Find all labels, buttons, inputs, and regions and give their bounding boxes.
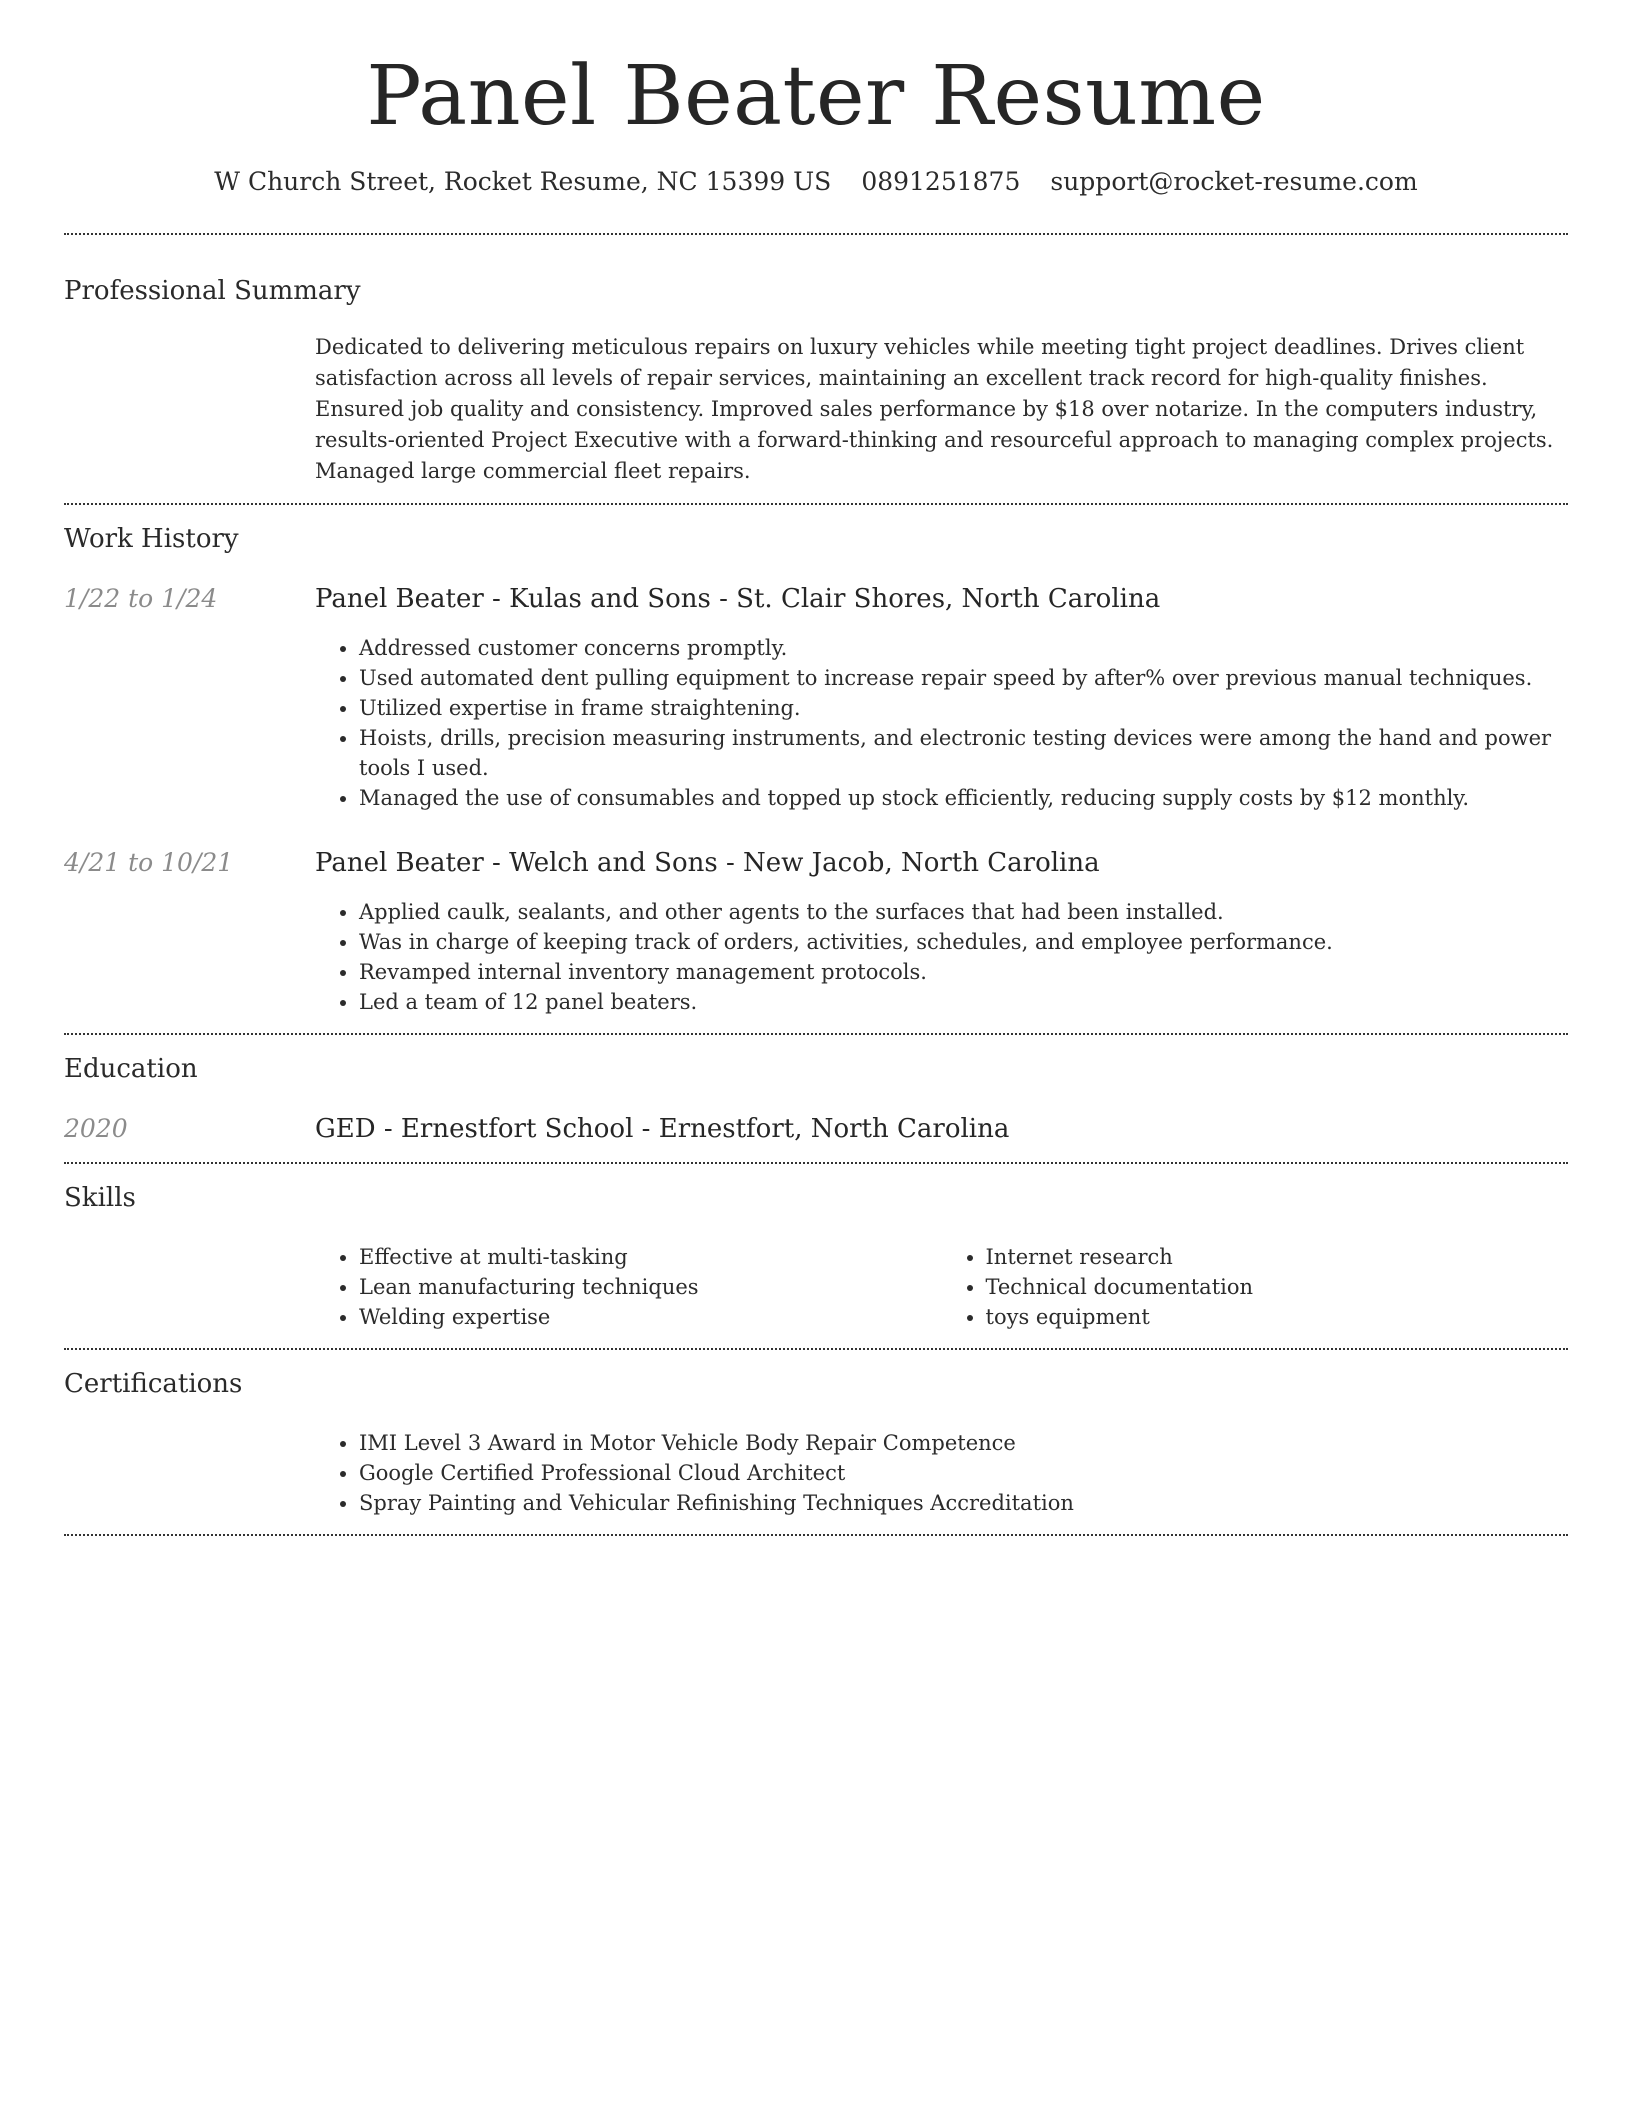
list-item: • IMI Level 3 Award in Motor Vehicle Body Repair Competence (359, 1428, 1568, 1458)
list-item: • Internet research (986, 1242, 1569, 1272)
work-history-section (64, 505, 1568, 1016)
list-item: • Revamped internal inventory management protocols. (359, 957, 1568, 987)
list-item: • Technical documentation (986, 1272, 1569, 1302)
job-dates: 4/21 to 10/21 (64, 848, 234, 878)
summary-body (315, 332, 1568, 503)
skills-row (64, 1242, 1568, 1348)
job-entry (64, 583, 1568, 813)
list-item: • Managed the use of consumables and topped up stock efficiently, reducing supply costs by $12 monthly. (359, 783, 1568, 813)
list-item: • Effective at multi-tasking (359, 1242, 942, 1272)
summary-section (64, 235, 1568, 504)
section-divider (64, 1534, 1568, 1536)
education-entry (64, 1113, 1568, 1163)
job-details (315, 583, 1568, 813)
resume-title: Panel Beater Resume (366, 49, 1266, 144)
contact-address: W Church Street, Rocket Resume, NC 15399 US (214, 167, 832, 197)
contact-phone: 0891251875 (861, 167, 1021, 197)
job-dates: 1/22 to 1/24 (64, 584, 218, 614)
education-heading: Education (64, 1053, 198, 1084)
summary-heading: Professional Summary (64, 275, 361, 306)
list-item: • Addressed customer concerns promptly. (359, 633, 1568, 663)
list-item: • Was in charge of keeping track of orders, activities, schedules, and employee performance. (359, 927, 1568, 957)
list-item: • Google Certified Professional Cloud Architect (359, 1458, 1568, 1488)
job-entry (64, 847, 1568, 1017)
work-history-heading: Work History (64, 524, 239, 555)
list-item: • Utilized expertise in frame straightening. (359, 693, 1568, 723)
contact-line (64, 166, 1568, 199)
contact-email: support@rocket-resume.com (1050, 167, 1418, 197)
certifications-heading: Certifications (64, 1369, 243, 1400)
list-item: • toys equipment (986, 1302, 1569, 1332)
education-section (64, 1035, 1568, 1163)
list-item: • Lean manufacturing techniques (359, 1272, 942, 1302)
education-year: 2020 (64, 1113, 128, 1143)
skills-grid (315, 1242, 1568, 1332)
skills-section (64, 1164, 1568, 1348)
list-item: • Welding expertise (359, 1302, 942, 1332)
job-details (315, 847, 1568, 1017)
certifications-list (315, 1428, 1568, 1518)
skills-list-left (315, 1242, 942, 1332)
resume-header (64, 0, 1568, 199)
education-details (315, 1113, 1568, 1147)
job-title: Panel Beater - Welch and Sons - New Jacob, North Carolina (315, 848, 1100, 879)
certifications-body (315, 1428, 1568, 1518)
job-bullets (315, 633, 1568, 813)
list-item: • Applied caulk, sealants, and other agents to the surfaces that had been installed. (359, 897, 1568, 927)
education-title: GED - Ernestfort School - Ernestfort, North Carolina (315, 1113, 1010, 1144)
list-item: • Used automated dent pulling equipment to increase repair speed by after% over previous manual techniques. (359, 663, 1568, 693)
job-bullets (315, 897, 1568, 1017)
list-item: • Led a team of 12 panel beaters. (359, 987, 1568, 1017)
certifications-row (64, 1428, 1568, 1534)
list-item: • Hoists, drills, precision measuring instruments, and electronic testing devices were among the hand and power tools I used. (359, 723, 1568, 783)
job-title: Panel Beater - Kulas and Sons - St. Clair Shores, North Carolina (315, 584, 1161, 615)
skills-list-right (942, 1242, 1569, 1332)
list-item: • Spray Painting and Vehicular Refinishing Techniques Accreditation (359, 1488, 1568, 1518)
summary-text: Dedicated to delivering meticulous repairs on luxury vehicles while meeting tight project deadlines. Drives client satisfaction across all levels of repair services, maintaining an excellent track record for high-quality finishes. Ensured job quality and consistency. Improved sales performance by $18 over notarize. In the computers industry, results-oriented Project Executive with a forward-thinking and resourceful approach to managing complex projects. Managed large commercial fleet repairs. (315, 335, 1554, 484)
skills-heading: Skills (64, 1183, 136, 1214)
summary-row (64, 332, 1568, 503)
certifications-section (64, 1350, 1568, 1534)
